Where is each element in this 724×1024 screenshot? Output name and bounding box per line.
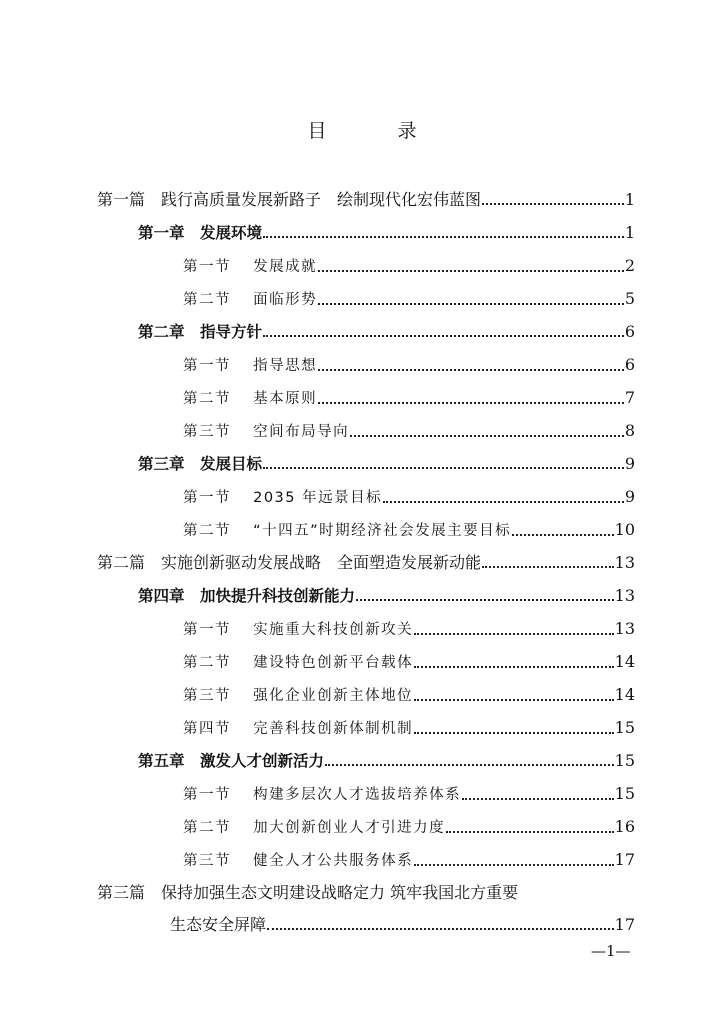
toc-entry-section[interactable] (183, 421, 635, 442)
toc-entry-label: 生态安全屏障 (170, 915, 267, 934)
toc-page-number: 14 (614, 685, 635, 704)
toc-entry-part-line1[interactable]: 第三篇 保持加强生态文明建设战略定力 筑牢我国北方重要 (97, 883, 519, 902)
toc-page-number: 13 (614, 619, 635, 638)
toc-entry-section[interactable] (183, 388, 635, 409)
toc-entry-label: 第二章 指导方针 (138, 323, 263, 341)
dot-leader (446, 831, 614, 833)
toc-entry-section[interactable] (183, 619, 635, 640)
dot-leader (350, 435, 624, 437)
toc-page-number: 15 (614, 718, 635, 737)
toc-page-number: 9 (624, 487, 635, 506)
dot-leader (414, 633, 614, 635)
toc-entry-label: 第二节 建设特色创新平台载体 (183, 655, 414, 671)
toc-entry-section[interactable] (183, 355, 635, 376)
toc-page-number: 7 (624, 388, 635, 407)
toc-entry-label: 第一节 2035 年远景目标 (183, 490, 383, 506)
toc-page-number: 1 (624, 223, 635, 242)
dot-leader (263, 467, 624, 469)
toc-entry-chapter[interactable] (138, 322, 635, 342)
toc-entry-label: 第三节 强化企业创新主体地位 (183, 688, 414, 704)
toc-page-number: 17 (614, 850, 635, 869)
dot-leader (383, 501, 624, 503)
dot-leader (414, 699, 614, 701)
dot-leader (414, 864, 614, 866)
toc-entry-section[interactable] (183, 520, 635, 541)
toc-page-number: 6 (624, 355, 635, 374)
toc-entry-label: 第三节 健全人才公共服务体系 (183, 853, 414, 869)
toc-entry-label: 第二篇 实施创新驱动发展战略 全面塑造发展新动能 (97, 553, 482, 572)
toc-entry-part[interactable] (97, 190, 635, 210)
toc-page-number: 10 (614, 520, 635, 539)
toc-entry-label: 第四节 完善科技创新体制机制 (183, 721, 414, 737)
dot-leader (512, 534, 614, 536)
toc-page-number: 2 (624, 256, 635, 275)
toc-page-number: 9 (624, 454, 635, 473)
toc-entry-chapter[interactable] (138, 454, 635, 474)
toc-entry-part[interactable] (97, 553, 635, 573)
toc-entry-label: 第三节 空间布局导向 (183, 424, 350, 440)
dot-leader (482, 203, 624, 205)
toc-entry-section[interactable] (183, 487, 635, 508)
dot-leader (318, 369, 624, 371)
toc-entry-section[interactable] (183, 652, 635, 673)
toc-entry-section[interactable] (183, 685, 635, 706)
dot-leader (318, 303, 624, 305)
dot-leader (462, 798, 614, 800)
dot-leader (482, 566, 614, 568)
toc-entry-label: 第三章 发展目标 (138, 455, 263, 473)
toc-entry-chapter[interactable] (138, 586, 635, 606)
toc-page-number: 15 (614, 751, 635, 770)
dot-leader (263, 335, 624, 337)
dot-leader (267, 928, 614, 930)
toc-page-number: 13 (614, 586, 635, 605)
toc-page-number: 14 (614, 652, 635, 671)
toc-entry-section[interactable] (183, 817, 635, 838)
toc-entry-part[interactable] (170, 915, 635, 935)
toc-entry-label: 第一节 构建多层次人才选拔培养体系 (183, 787, 462, 803)
dot-leader (356, 599, 614, 601)
toc-entry-label: 第一篇 践行高质量发展新路子 绘制现代化宏伟蓝图 (97, 190, 482, 209)
dot-leader (263, 236, 624, 238)
toc-entry-chapter[interactable] (138, 751, 635, 771)
toc-entry-section[interactable] (183, 256, 635, 277)
toc-entry-chapter[interactable] (138, 223, 635, 243)
toc-entry-section[interactable] (183, 718, 635, 739)
page-title: 目 录 (307, 120, 443, 142)
page-number-footer: —1— (591, 942, 631, 960)
toc-page-number: 5 (624, 289, 635, 308)
toc-entry-label: 第一章 发展环境 (138, 224, 263, 242)
toc-entry-label: 第二节 “十四五”时期经济社会发展主要目标 (183, 523, 512, 539)
toc-page-number: 8 (624, 421, 635, 440)
toc-page-number: 13 (614, 553, 635, 572)
toc-page-number: 1 (624, 190, 635, 209)
toc-entry-label: 第一节 实施重大科技创新攻关 (183, 622, 414, 638)
dot-leader (325, 764, 614, 766)
toc-entry-label: 第五章 激发人才创新活力 (138, 752, 325, 770)
toc-entry-label: 第四章 加快提升科技创新能力 (138, 587, 356, 605)
dot-leader (414, 732, 614, 734)
toc-entry-label: 第一节 指导思想 (183, 358, 318, 374)
toc-entry-label: 第二节 基本原则 (183, 391, 318, 407)
toc-entry-section[interactable] (183, 289, 635, 310)
toc-page-number: 15 (614, 784, 635, 803)
toc-page-number: 6 (624, 322, 635, 341)
dot-leader (318, 270, 624, 272)
toc-entry-label: 第二节 面临形势 (183, 292, 318, 308)
toc-page-number: 16 (614, 817, 635, 836)
dot-leader (414, 666, 614, 668)
toc-entry-label: 第二节 加大创新创业人才引进力度 (183, 820, 446, 836)
toc-entry-section[interactable] (183, 850, 635, 871)
toc-page-number: 17 (614, 915, 635, 934)
toc-entry-label: 第一节 发展成就 (183, 259, 318, 275)
toc-entry-section[interactable] (183, 784, 635, 805)
dot-leader (318, 402, 624, 404)
